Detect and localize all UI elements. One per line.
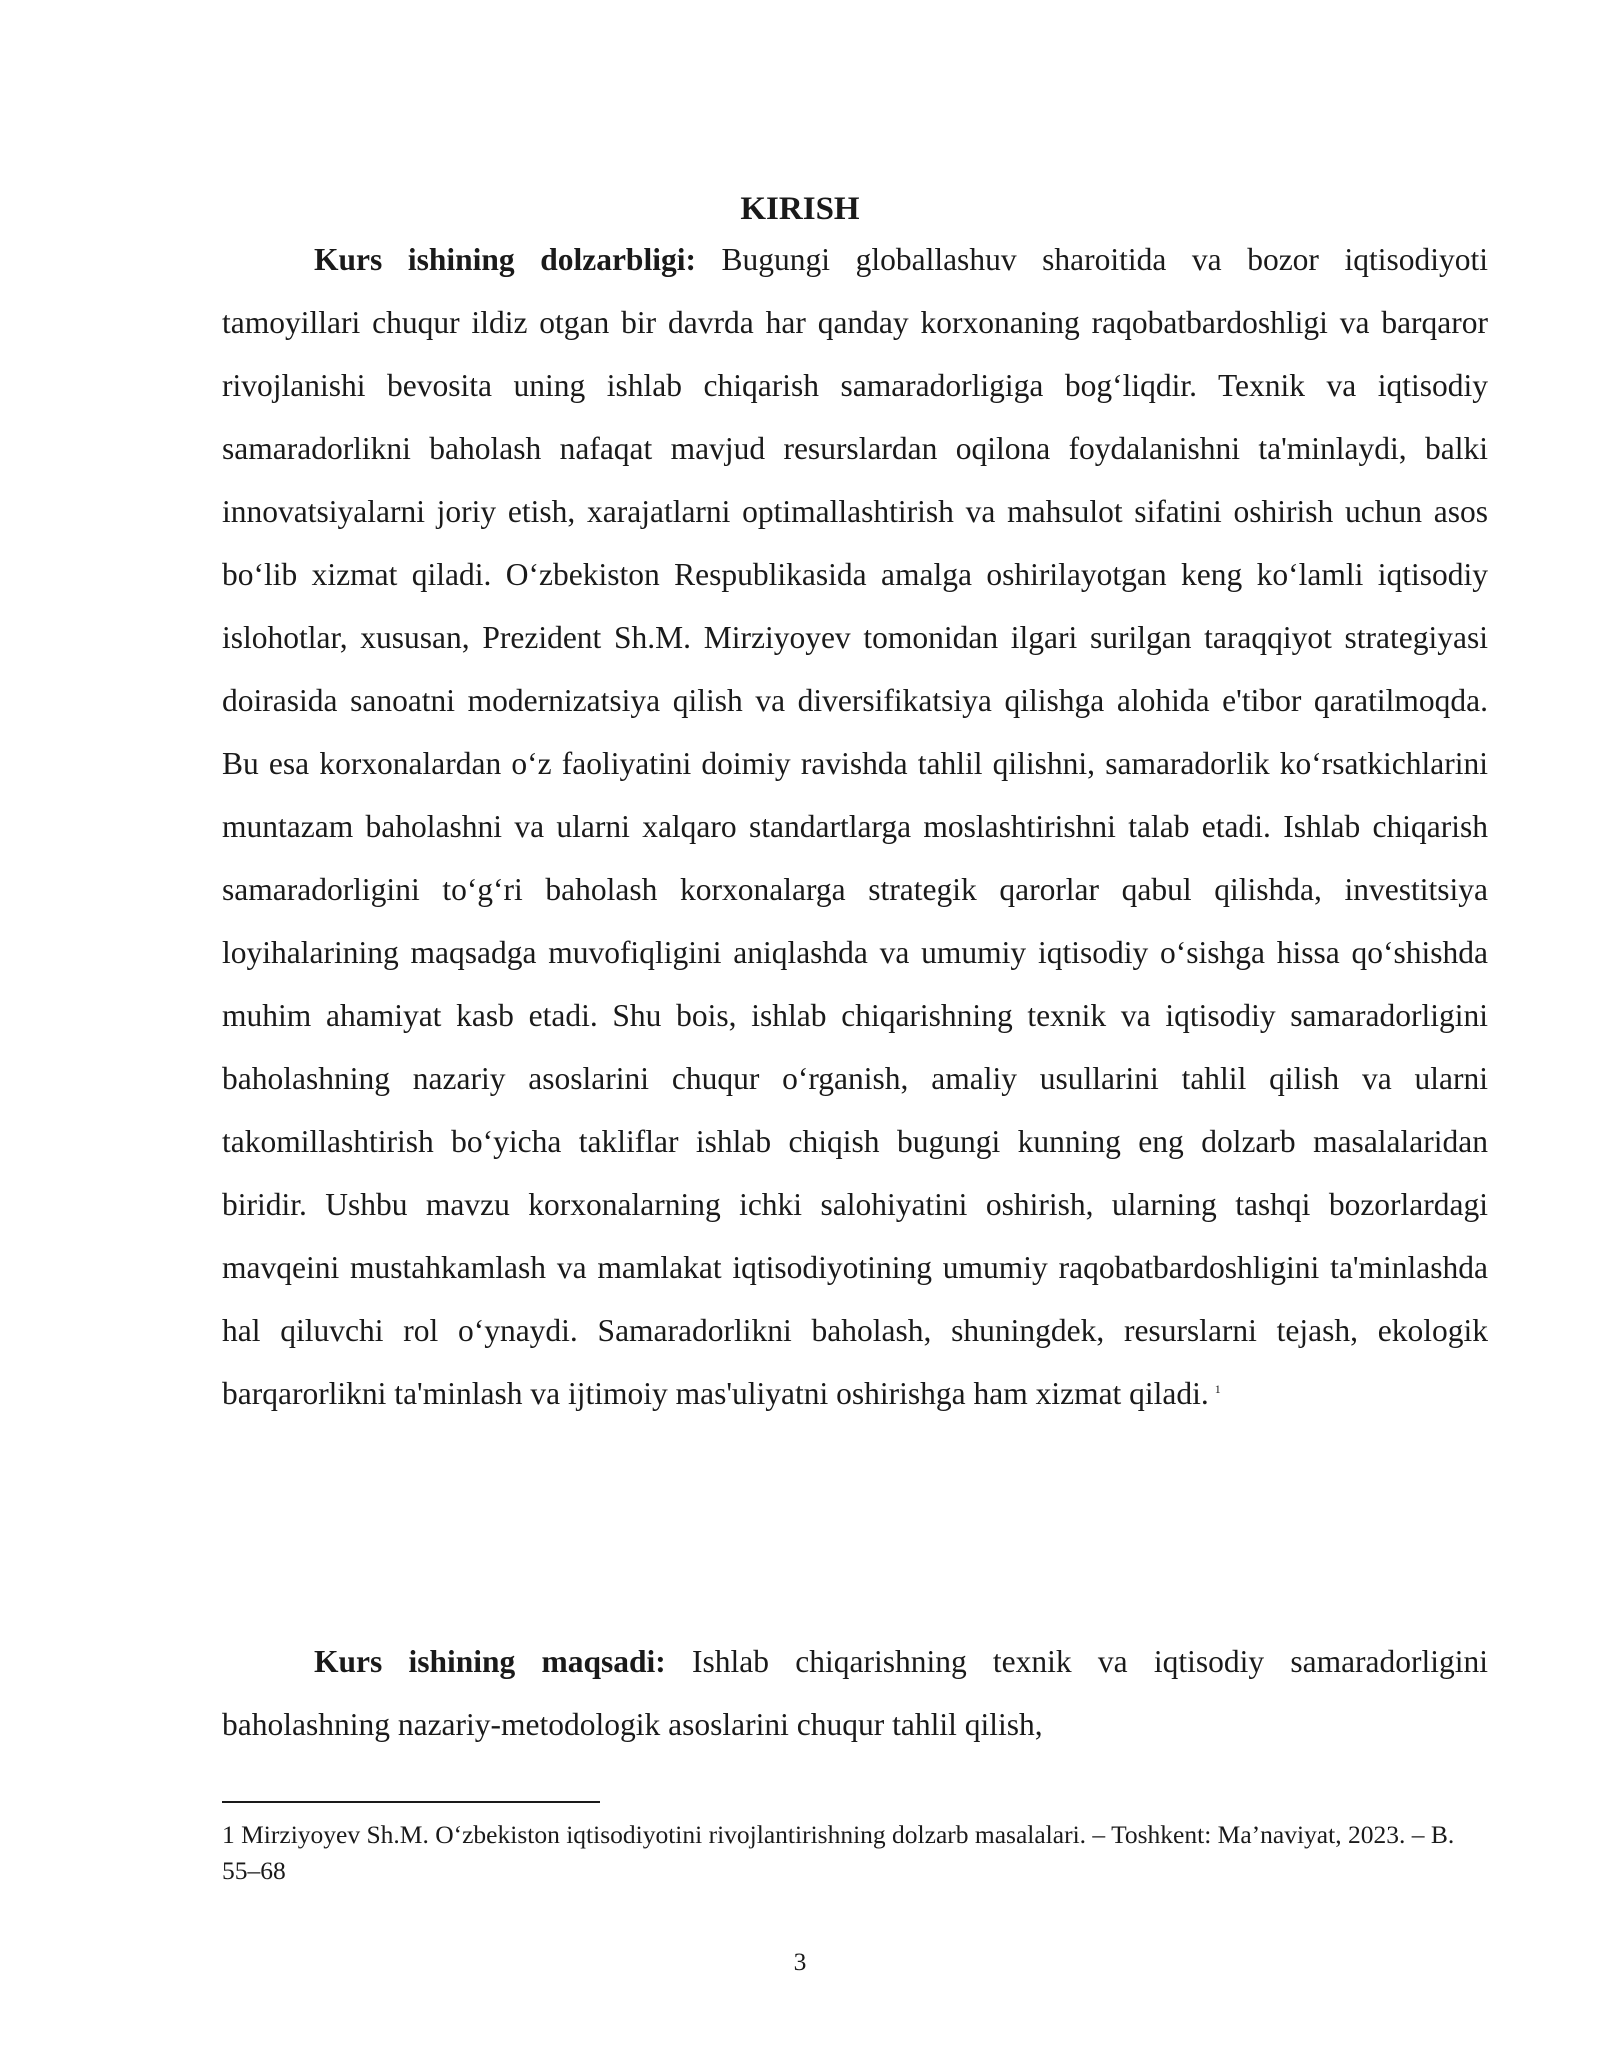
footnote-text: Mirziyoyev Sh.M. O‘zbekiston iqtisodiyotini rivojlantirishning dolzarb masalalari. – Toshkent: Ma’naviyat, 2023. – B. 55–68 (222, 1820, 1455, 1885)
paragraph-goal-text (222, 1630, 1488, 1756)
paragraph-body-goal: Ishlab chiqarishning texnik va iqtisodiy samaradorligini baholashning nazariy-metodologik asoslarini chuqur tahlil qilish, (222, 1644, 1489, 1742)
section-heading: KIRISH (740, 191, 860, 227)
paragraph-relevance (222, 228, 1488, 1425)
paragraph-lead-goal: Kurs ishining maqsadi: (314, 1644, 666, 1679)
footnote-divider (222, 1801, 600, 1803)
paragraph-lead-relevance: Kurs ishining dolzarbligi: (314, 242, 696, 277)
paragraph-goal (222, 1630, 1488, 1756)
paragraph-body-relevance: Bugungi globallashuv sharoitida va bozor iqtisodiyoti tamoyillari chuqur ildiz otgan bir davrda har qanday korxonaning raqobatbardoshligi va barqaror rivojlanishi bevosita uning ishlab chiqarish samaradorligiga bog‘liqdir. Texnik va iqtisodiy samaradorlikni baholash nafaqat mavjud resurslardan oqilona foydalanishni ta'minlaydi, balki innovatsiyalarni joriy etish, xarajatlarni optimallashtirish va mahsulot sifatini oshirish uchun asos bo‘lib xizmat qiladi. O‘zbekiston Respublikasida amalga oshirilayotgan keng ko‘lamli iqtisodiy islohotlar, xususan, Prezident Sh.M. Mirziyoyev tomonidan ilgari surilgan taraqqiyot strategiyasi doirasida sanoatni modernizatsiya qilish va diversifikatsiya qilishga alohida e'tibor qaratilmoqda. Bu esa korxonalardan o‘z faoliyatini doimiy ravishda tahlil qilishni, samaradorlik ko‘rsatkichlarini muntazam baholashni va ularni xalqaro standartlarga moslashtirishni talab etadi. Ishlab chiqarish samaradorligini to‘g‘ri baholash korxonalarga strategik qarorlar qabul qilishda, investitsiya loyihalarining maqsadga muvofiqligini aniqlashda va umumiy iqtisodiy o‘sishga hissa qo‘shishda muhim ahamiyat kasb etadi. Shu bois, ishlab chiqarishning texnik va iqtisodiy samaradorligini baholashning nazariy asoslarini chuqur o‘rganish, amaliy usullarini tahlil qilish va ularni takomillashtirish bo‘yicha takliflar ishlab chiqish bugungi kunning eng dolzarb masalalaridan biridir. Ushbu mavzu korxonalarning ichki salohiyatini oshirish, ularning tashqi bozorlardagi mavqeini mustahkamlash va mamlakat iqtisodiyotining umumiy raqobatbardoshligini ta'minlashda hal qiluvchi rol o‘ynaydi. Samaradorlikni baholash, shuningdek, resurslarni tejash, ekologik barqarorlikni ta'minlash va ijtimoiy mas'uliyatni oshirishga ham xizmat qiladi. (222, 242, 1488, 1411)
page-number: 3 (793, 1947, 807, 1976)
footnote-reference[interactable]: 1 (1214, 1381, 1221, 1396)
footnote (222, 1817, 1488, 1889)
paragraph-relevance-text (222, 228, 1488, 1425)
footnote-number: 1 (222, 1820, 235, 1849)
